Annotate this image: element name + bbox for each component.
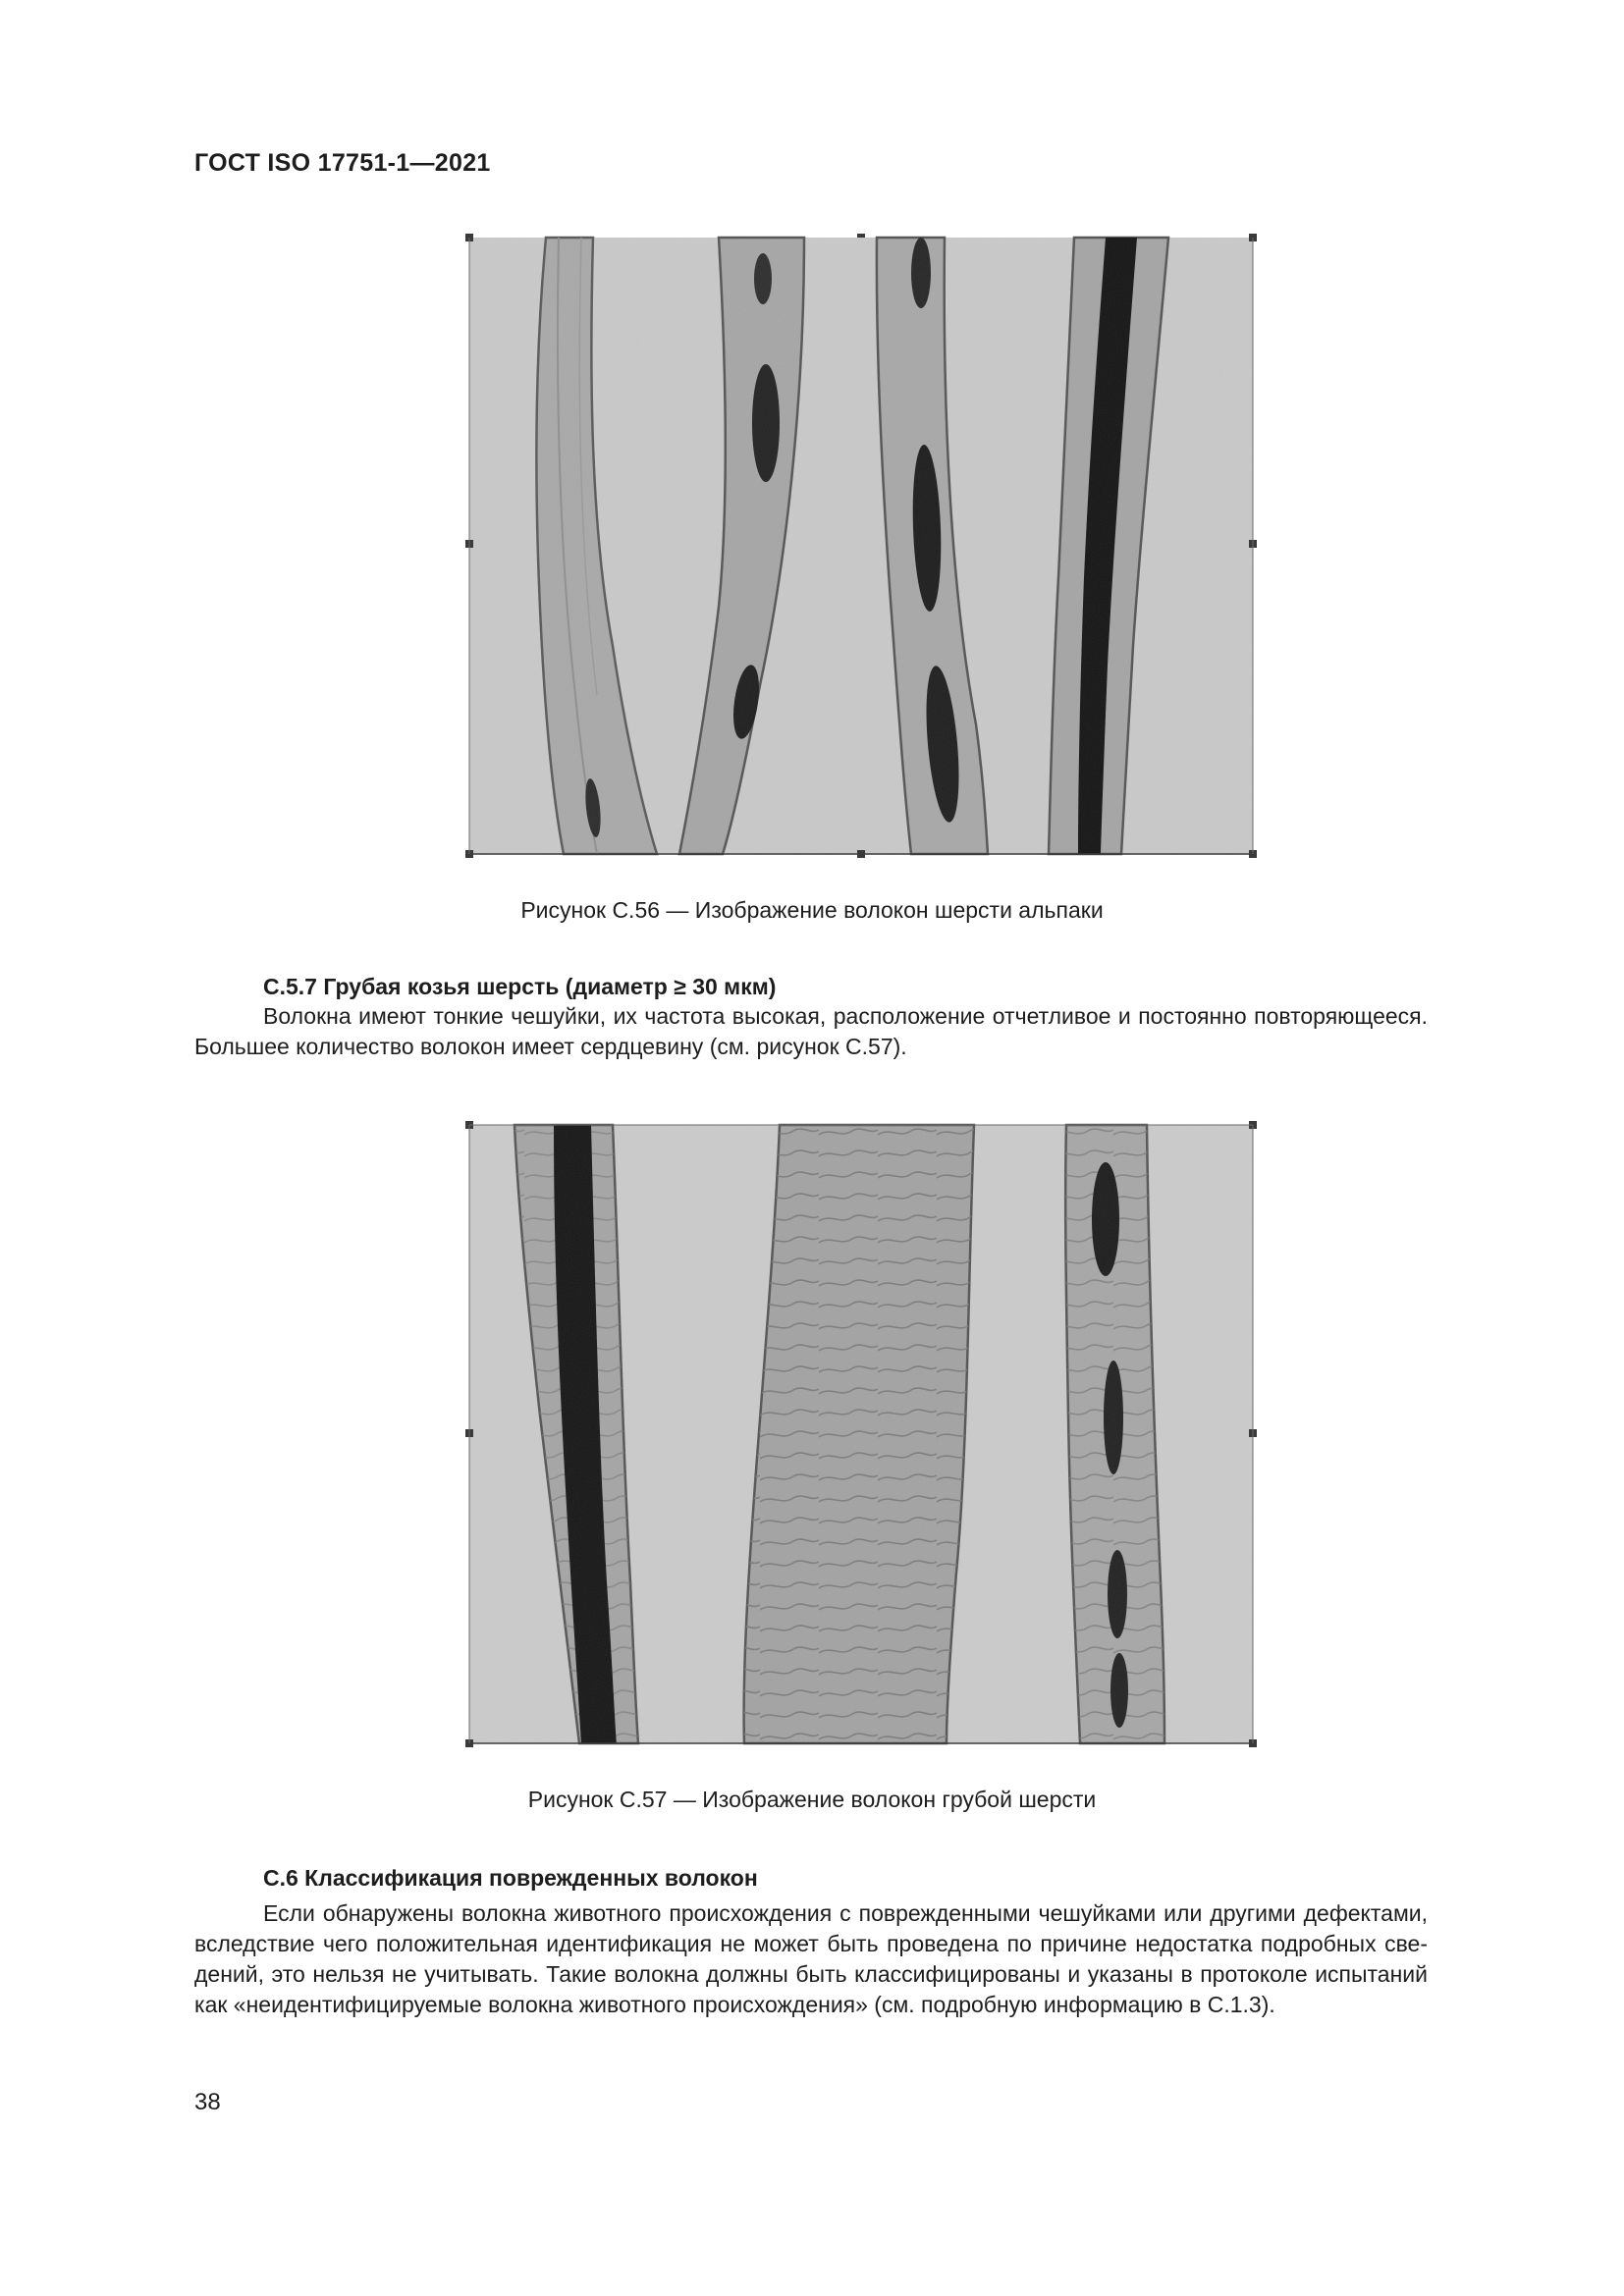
figure-c57-caption: Рисунок С.57 — Изображение волокон грубой шерсти xyxy=(527,1787,1097,1812)
figure-c56-caption: Рисунок С.56 — Изображение волокон шерсти альпаки xyxy=(520,897,1104,923)
figure-c56-image xyxy=(465,234,1257,858)
page-number: 38 xyxy=(194,2089,221,2115)
paragraph-line: как «неидентифицируемые волокна животного происхождения» (см. подробную информацию в С.1.3). xyxy=(194,1992,1275,2017)
paragraph-line: дений, это нельзя не учитывать. Такие волокна должны быть классифицированы и указаны в протоколе испытаний xyxy=(194,1961,1428,1987)
section-c6-heading: С.6 Классификация поврежденных волокон xyxy=(263,1865,758,1891)
section-c57-heading: С.5.7 Грубая козья шерсть (диаметр ≥ 30 мкм) xyxy=(263,974,777,999)
paragraph-line: вследствие чего положительная идентификация не может быть проведена по причине недостатка подробных све- xyxy=(194,1931,1428,1956)
section-c6-paragraph xyxy=(194,1898,1428,2020)
paragraph-line: Большее количество волокон имеет сердцевину (см. рисунок С.57). xyxy=(194,1034,907,1059)
figure-c57-image xyxy=(465,1121,1257,1747)
paragraph-line: Волокна имеют тонкие чешуйки, их частота высокая, расположение отчетливое и постоянно повторяющееся. xyxy=(263,1003,1428,1029)
section-c57-paragraph xyxy=(194,1001,1428,1062)
paragraph-line: Если обнаружены волокна животного происхождения с поврежденными чешуйками или другими дефектами, xyxy=(263,1900,1428,1926)
document-header: ГОСТ ISO 17751-1—2021 xyxy=(194,149,491,177)
